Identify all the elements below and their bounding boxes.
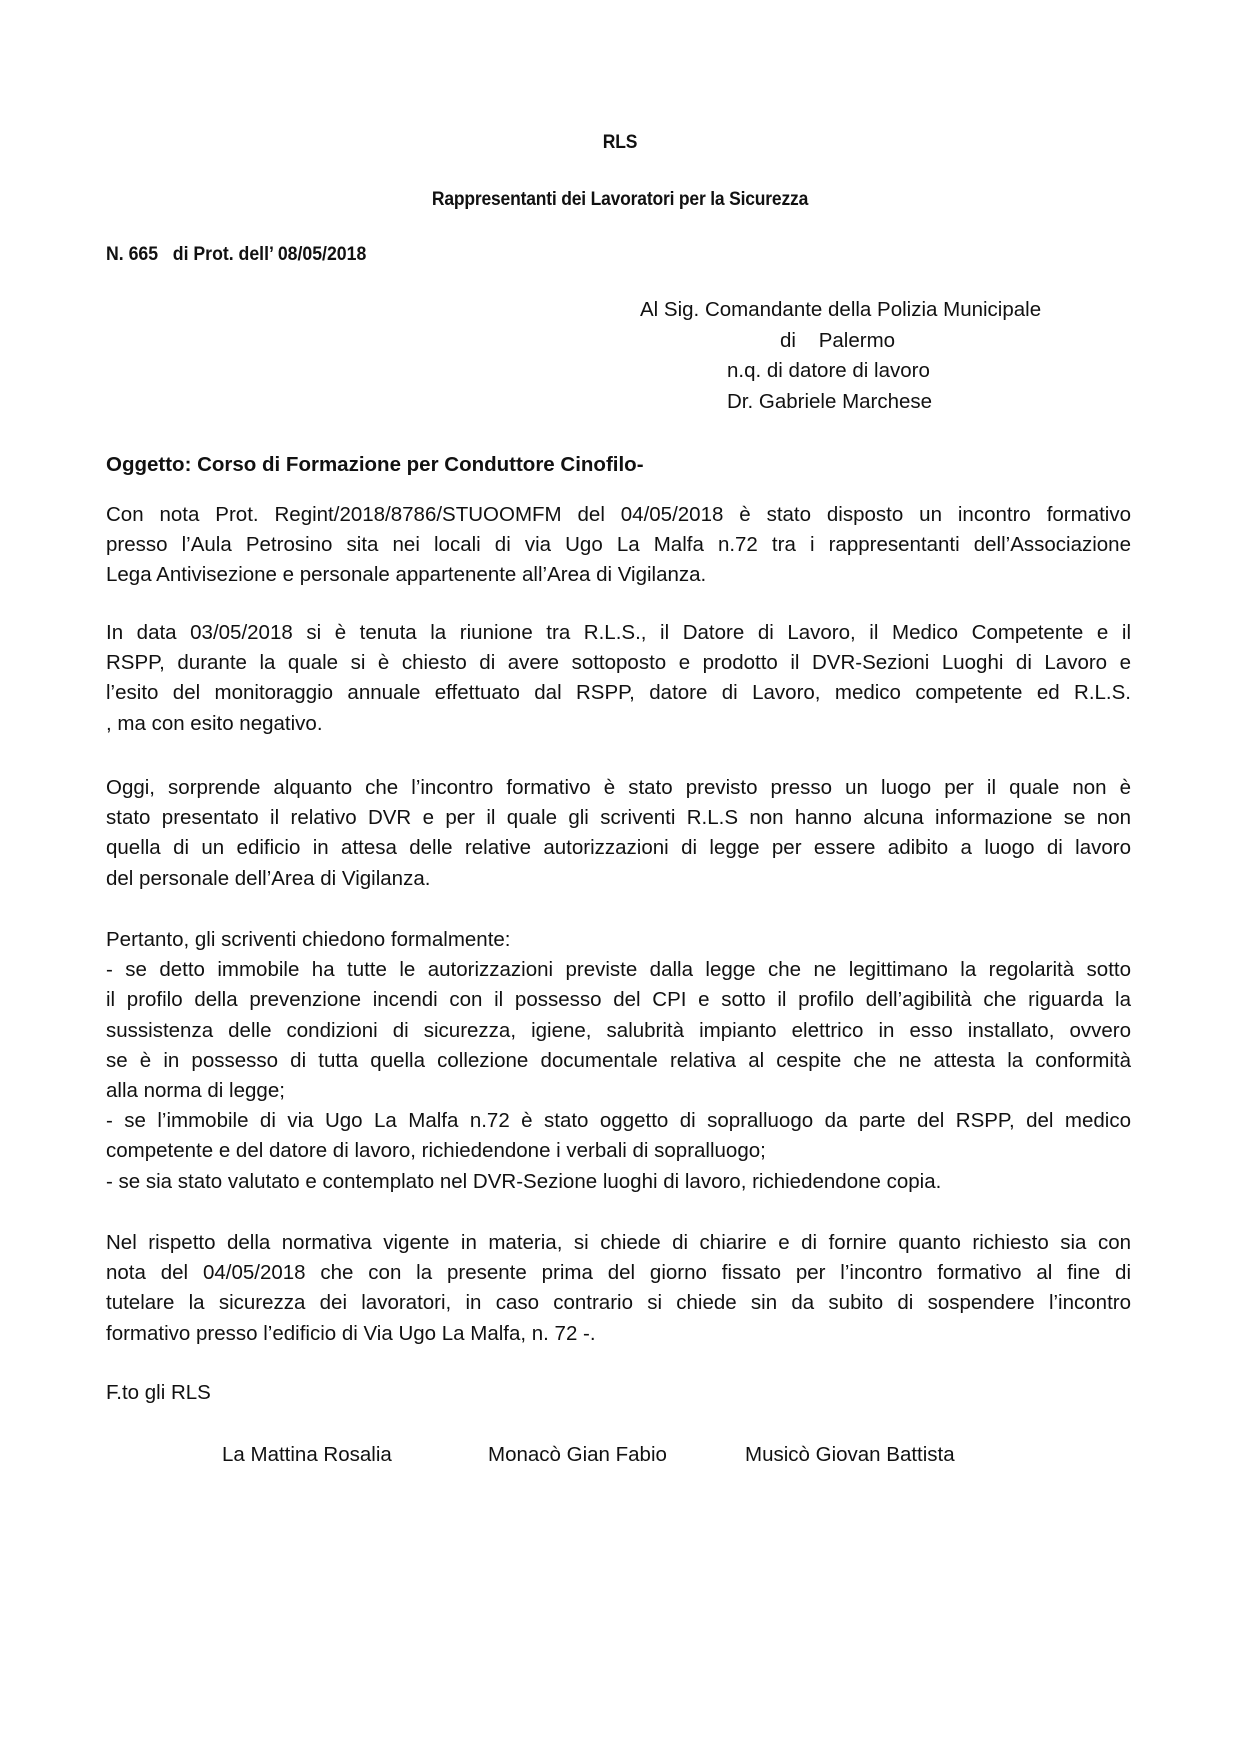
request-item-line: sussistenza delle condizioni di sicurezza, igiene, salubrità impianto elettrico in esso installato, ovvero [106, 1018, 1131, 1042]
addressee-line: di Palermo [780, 328, 896, 352]
signer-name: Monacò Gian Fabio [488, 1443, 667, 1466]
paragraph-line: Oggi, sorprende alquanto che l’incontro formativo è stato previsto presso un luogo per il quale non è [106, 776, 1131, 799]
request-item-line: se è in possesso di tutta quella collezione documentale relativa al cespite che ne attesta la conformità [106, 1048, 1131, 1072]
paragraph-line: stato presentato il relativo DVR e per il quale gli scriventi R.L.S non hanno alcuna informazione se non [106, 806, 1131, 830]
subject-line: Oggetto: Corso di Formazione per Conduttore Cinofilo- [106, 453, 644, 476]
paragraph-line: , ma con esito negativo. [106, 711, 323, 735]
addressee-block [640, 295, 1041, 417]
paragraph-line: tutelare la sicurezza dei lavoratori, in caso contrario si chiede sin da subito di sospendere l’incontro [106, 1291, 1131, 1315]
addressee-line: n.q. di datore di lavoro [727, 359, 930, 382]
paragraph-line: del personale dell’Area di Vigilanza. [106, 866, 431, 890]
header-full-name: Rappresentanti dei Lavoratori per la Sicurezza [431, 189, 809, 210]
paragraph-line: nota del 04/05/2018 che con la presente prima del giorno fissato per l’incontro formativo al fine di [106, 1261, 1131, 1285]
paragraph-line: formativo presso l’edificio di Via Ugo La Malfa, n. 72 -. [106, 1321, 596, 1345]
request-item-line: - se l’immobile di via Ugo La Malfa n.72 è stato oggetto di sopralluogo da parte del RSPP, del medico [106, 1109, 1131, 1133]
paragraph-line: RSPP, durante la quale si è chiesto di avere sottoposto e prodotto il DVR-Sezioni Luoghi di Lavoro e [106, 651, 1131, 675]
paragraph-4-requests [106, 925, 1131, 1197]
paragraph-line: Nel rispetto della normativa vigente in materia, si chiede di chiarire e di fornire quanto richiesto sia con [106, 1231, 1131, 1254]
request-item-line: competente e del datore di lavoro, richiedendone i verbali di sopralluogo; [106, 1139, 766, 1163]
signer-name: Musicò Giovan Battista [745, 1443, 955, 1466]
signoff: F.to gli RLS [106, 1381, 211, 1404]
request-item-line: il profilo della prevenzione incendi con il possesso del CPI e sotto il profilo dell’agibilità che riguarda la [106, 988, 1131, 1012]
request-item-line: - se detto immobile ha tutte le autorizzazioni previste dalla legge che ne legittimano la regolarità sotto [106, 958, 1131, 982]
signer-name: La Mattina Rosalia [222, 1443, 392, 1466]
paragraph-5 [106, 1228, 1131, 1349]
request-item-line: - se sia stato valutato e contemplato nel DVR-Sezione luoghi di lavoro, richiedendone copia. [106, 1169, 942, 1193]
paragraph-line: quella di un edificio in attesa delle relative autorizzazioni di legge per essere adibito a luogo di lavoro [106, 836, 1131, 860]
paragraph-3 [106, 773, 1131, 894]
paragraph-line: In data 03/05/2018 si è tenuta la riunione tra R.L.S., il Datore di Lavoro, il Medico Competente e il [106, 621, 1131, 644]
paragraph-2 [106, 618, 1131, 739]
paragraph-1 [106, 500, 1131, 591]
addressee-line: Dr. Gabriele Marchese [727, 389, 933, 413]
paragraph-line: presso l’Aula Petrosino sita nei locali di via Ugo La Malfa n.72 tra i rappresentanti dell’Associazione [106, 533, 1131, 557]
paragraph-line: Lega Antivisezione e personale appartenente all’Area di Vigilanza. [106, 563, 707, 587]
header-acronym: RLS [602, 132, 638, 153]
request-item-line: alla norma di legge; [106, 1079, 285, 1103]
protocol-number: N. 665 di Prot. dell’ 08/05/2018 [106, 244, 367, 265]
paragraph-line: Pertanto, gli scriventi chiedono formalmente: [106, 928, 511, 951]
addressee-line: Al Sig. Comandante della Polizia Municipale [640, 298, 1042, 321]
paragraph-line: Con nota Prot. Regint/2018/8786/STUOOMFM del 04/05/2018 è stato disposto un incontro formativo [106, 503, 1131, 526]
paragraph-line: l’esito del monitoraggio annuale effettuato dal RSPP, datore di Lavoro, medico competente ed R.L.S. [106, 681, 1131, 705]
